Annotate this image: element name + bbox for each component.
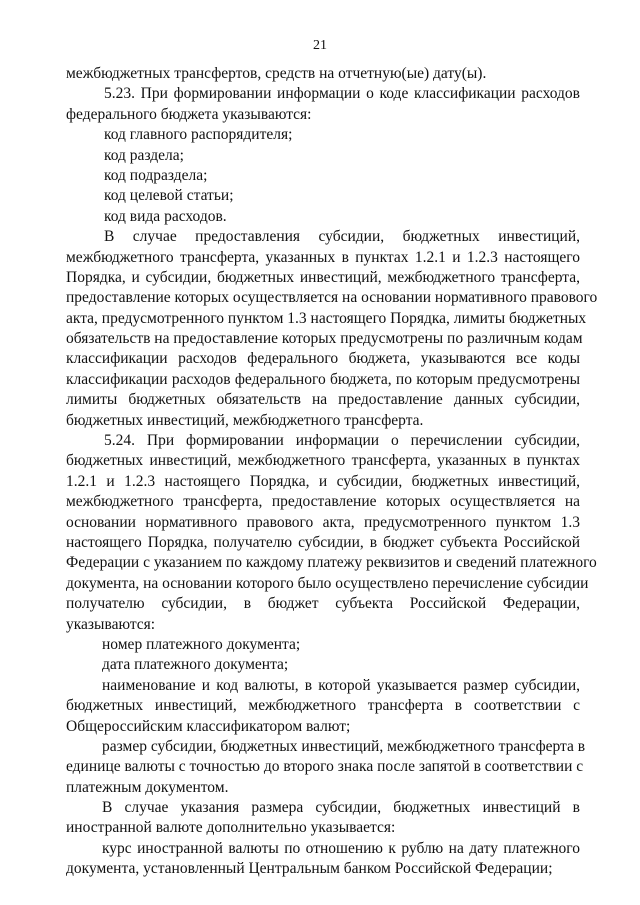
text-line: платежным документом. bbox=[66, 778, 229, 796]
text-line: федерального бюджета указываются: bbox=[66, 105, 312, 123]
text-line: наименование и код валюты, в которой указывается размер субсидии, bbox=[102, 676, 580, 694]
text-line: Порядка, и субсидии, бюджетных инвестиций, межбюджетного трансферта, bbox=[66, 268, 580, 286]
text-line: межбюджетных трансфертов, средств на отчетную(ые) дату(ы). bbox=[66, 65, 487, 82]
text-line: указываются: bbox=[66, 615, 156, 633]
text-line: настоящего Порядка, получателю субсидии, в бюджет субъекта Российской bbox=[66, 533, 580, 551]
text-line: акта, предусмотренного пунктом 1.3 настоящего Порядка, лимиты бюджетных bbox=[66, 309, 587, 327]
text-line: курс иностранной валюты по отношению к рублю на дату платежного bbox=[102, 839, 580, 857]
text-line: иностранной валюте дополнительно указывается: bbox=[66, 819, 396, 837]
text-line: документа, установленный Центральным банком Российской Федерации; bbox=[66, 860, 553, 878]
text-line: код раздела; bbox=[104, 146, 184, 164]
text-line: В случае предоставления субсидии, бюджетных инвестиций, bbox=[104, 228, 580, 246]
text-line: бюджетных инвестиций, межбюджетного трансферта. bbox=[66, 411, 424, 429]
text-line: код главного распорядителя; bbox=[104, 126, 293, 144]
text-line: бюджетных инвестиций, межбюджетного трансферта в соответствии с bbox=[66, 697, 580, 715]
text-line: получателю субсидии, в бюджет субъекта Российской Федерации, bbox=[66, 595, 580, 613]
text-line: классификации расходов федерального бюджета, по которым предусмотрены bbox=[66, 370, 580, 388]
text-line: 1.2.1 и 1.2.3 настоящего Порядка, и субсидии, бюджетных инвестиций, bbox=[66, 472, 580, 490]
text-line: межбюджетного трансферта, указанных в пунктах 1.2.1 и 1.2.3 настоящего bbox=[66, 248, 580, 266]
page-number: 21 bbox=[313, 38, 327, 53]
text-line: бюджетных инвестиций, межбюджетного трансферта, указанных в пунктах bbox=[66, 452, 580, 470]
text-line: В случае указания размера субсидии, бюджетных инвестиций в bbox=[102, 799, 580, 817]
text-line: предоставление которых осуществляется на основании нормативного правового bbox=[66, 289, 598, 307]
text-line: Общероссийским классификатором валют; bbox=[66, 717, 351, 735]
text-line: Федерации с указанием по каждому платежу реквизитов и сведений платежного bbox=[66, 554, 597, 572]
text-line: основании нормативного правового акта, предусмотренного пунктом 1.3 bbox=[66, 513, 580, 531]
text-line: размер субсидии, бюджетных инвестиций, межбюджетного трансферта в bbox=[102, 737, 586, 755]
text-line: лимиты бюджетных обязательств на предоставление данных субсидии, bbox=[66, 391, 580, 409]
text-line: 5.24. При формировании информации о перечислении субсидии, bbox=[104, 432, 580, 450]
text-line: код целевой статьи; bbox=[104, 187, 234, 205]
text-line: единице валюты с точностью до второго знака после запятой в соответствии с bbox=[66, 758, 584, 776]
document-body bbox=[66, 64, 598, 880]
text-line: номер платежного документа; bbox=[102, 635, 301, 653]
text-line: обязательств на предоставление которых предусмотрены по различным кодам bbox=[66, 330, 583, 348]
text-line: 5.23. При формировании информации о коде классификации расходов bbox=[104, 85, 580, 103]
text-line: классификации расходов федерального бюджета, указываются все коды bbox=[66, 350, 580, 368]
text-line: межбюджетного трансферта, предоставление которых осуществляется на bbox=[66, 493, 580, 511]
text-line: код вида расходов. bbox=[104, 207, 227, 225]
text-line: дата платежного документа; bbox=[102, 656, 289, 674]
text-line: код подраздела; bbox=[104, 166, 208, 184]
text-line: документа, на основании которого было осуществлено перечисление субсидии bbox=[66, 574, 589, 592]
